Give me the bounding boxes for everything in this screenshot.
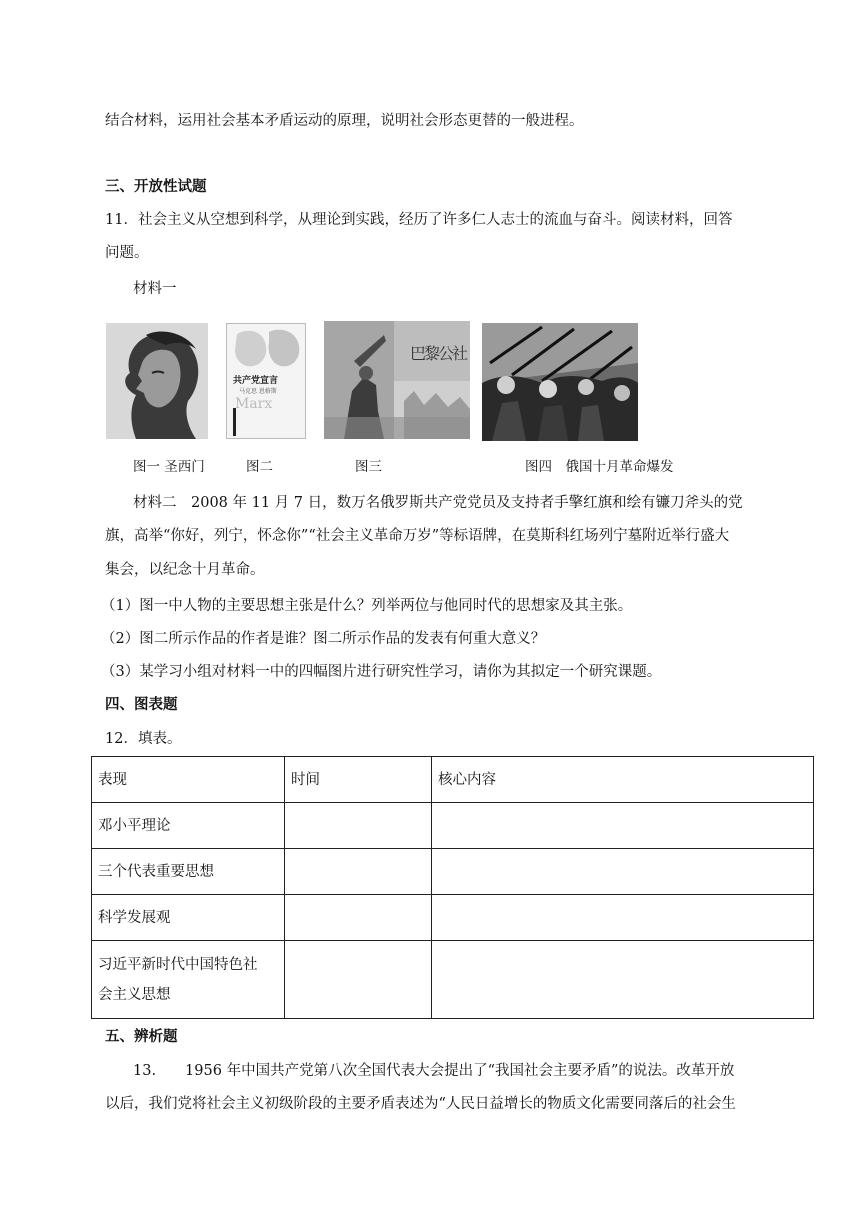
figure-1-caption: 图一 圣西门 <box>133 459 205 475</box>
table-cell-empty[interactable] <box>432 895 814 941</box>
table-cell-empty[interactable] <box>285 849 432 895</box>
section-heading-chart-questions: 四、图表题 <box>105 696 178 713</box>
table-cell <box>92 941 285 1019</box>
table-cell-line: 会主义思想 <box>98 986 171 1003</box>
sub-question-3: （3）某学习小组对材料一中的四幅图片进行研究性学习，请你为其拟定一个研究课题。 <box>101 664 662 680</box>
figure-2-caption: 图二 <box>246 459 273 475</box>
table-row <box>92 803 814 849</box>
table-row <box>92 941 814 1019</box>
table-cell-empty[interactable] <box>432 803 814 849</box>
table-row <box>92 895 814 941</box>
book-cover-image <box>226 323 306 439</box>
table-header-cell: 时间 <box>285 757 432 803</box>
material-two-text-end: 集会，以纪念十月革命。 <box>105 562 265 578</box>
table-cell: 科学发展观 <box>92 895 285 941</box>
book-subtitle-text: Marx <box>235 396 273 412</box>
sub-question-2: （2）图二所示作品的作者是谁？图二所示作品的发表有何重大意义？ <box>101 631 546 647</box>
table-cell-empty[interactable] <box>285 941 432 1019</box>
instruction-text: 结合材料，运用社会基本矛盾运动的原理，说明社会形态更替的一般进程。 <box>105 113 584 129</box>
question-11-text: 11．社会主义从空想到科学，从理论到实践，经历了许多仁人志士的流血与奋斗。阅读材料，回答 <box>105 212 733 228</box>
question-11-text-cont: 问题。 <box>105 245 149 261</box>
table-cell-empty[interactable] <box>432 941 814 1019</box>
material-two-text-cont: 旗，高举“你好，列宁，怀念你”“社会主义革命万岁”等标语牌，在莫斯科红场列宁墓附近举行盛大 <box>105 528 730 544</box>
commune-image <box>324 321 470 439</box>
figure-4-caption: 图四 俄国十月革命爆发 <box>525 459 674 475</box>
table-cell-empty[interactable] <box>285 803 432 849</box>
table-cell-empty[interactable] <box>432 849 814 895</box>
sub-question-1: （1）图一中人物的主要思想主张是什么？列举两位与他同时代的思想家及其主张。 <box>101 598 633 614</box>
fill-in-table <box>91 756 814 1019</box>
portrait-image <box>106 323 208 439</box>
question-12-text: 12．填表。 <box>105 731 182 747</box>
table-header-row <box>92 757 814 803</box>
question-13-text: 13. 1956 年中国共产党第八次全国代表大会提出了“我国社会主要矛盾”的说法。改革开放 <box>133 1063 735 1079</box>
question-13-text-cont: 以后，我们党将社会主义初级阶段的主要矛盾表述为“人民日益增长的物质文化需要同落后的社会生 <box>105 1096 736 1112</box>
poster-text: 巴黎公社 <box>410 344 467 363</box>
table-header-cell: 表现 <box>92 757 285 803</box>
table-cell-line: 习近平新时代中国特色社 <box>98 956 258 973</box>
table-row <box>92 849 814 895</box>
table-cell: 邓小平理论 <box>92 803 285 849</box>
figure-3-caption: 图三 <box>355 459 382 475</box>
section-heading-open-questions: 三、开放性试题 <box>105 178 207 195</box>
material-one-label: 材料一 <box>133 281 177 297</box>
book-title-text: 共产党宣言 <box>233 376 279 386</box>
section-heading-analysis: 五、辨析题 <box>105 1028 178 1045</box>
material-two-text: 材料二 2008 年 11 月 7 日，数万名俄罗斯共产党党员及支持者手擎红旗和绘有镰刀斧头的党 <box>133 495 743 511</box>
book-author-text: 马克思 恩格斯 <box>239 388 277 395</box>
table-cell-empty[interactable] <box>285 895 432 941</box>
revolution-image <box>482 323 638 441</box>
table-cell: 三个代表重要思想 <box>92 849 285 895</box>
table-header-cell: 核心内容 <box>432 757 814 803</box>
